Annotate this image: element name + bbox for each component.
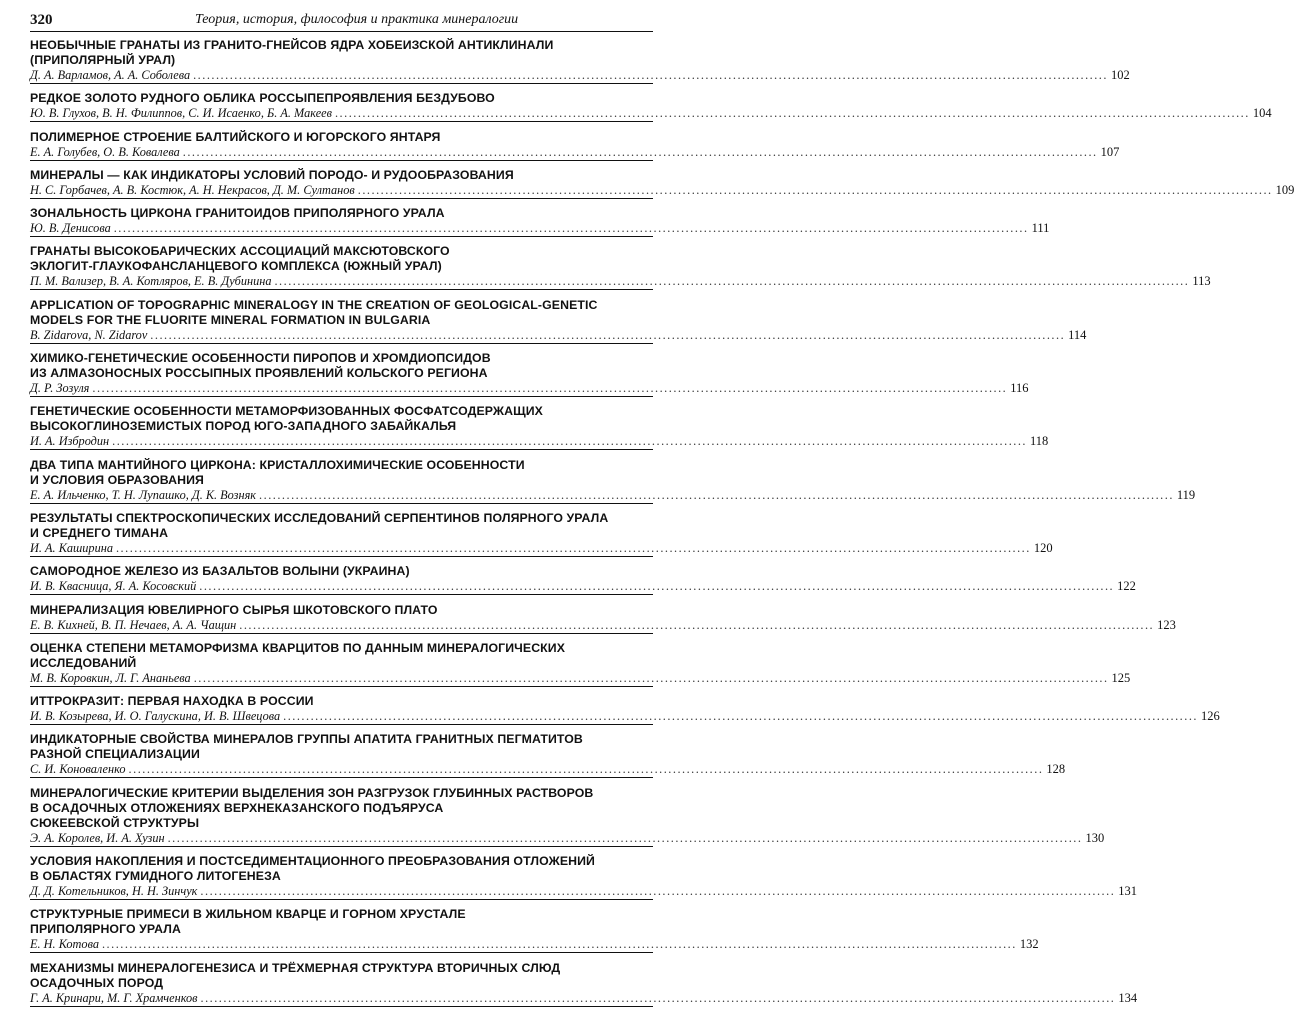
entry-author-row (30, 487, 1196, 504)
dot-leader: ........................................................................................................................................................................................................ (193, 670, 1109, 685)
dot-leader: ........................................................................................................................................................................................................ (334, 106, 1250, 121)
entry-title-line: И УСЛОВИЯ ОБРАЗОВАНИЯ (30, 472, 204, 487)
entry-title (30, 91, 653, 106)
dot-leader: ........................................................................................................................................................................................................ (199, 579, 1115, 594)
entry-page-number: 131 (1118, 884, 1138, 899)
dot-leader: ........................................................................................................................................................................................................ (357, 182, 1273, 197)
entry-title (30, 907, 653, 937)
toc-entry (30, 297, 1087, 344)
dot-leader: ........................................................................................................................................................................................................ (259, 487, 1174, 502)
entry-title-line: ПРИПОЛЯРНОГО УРАЛА (30, 922, 181, 937)
entry-authors: Э. А. Королев, И. А. Хузин (30, 830, 165, 845)
dot-leader: ........................................................................................................................................................................................................ (92, 381, 1008, 396)
entry-page-number: 130 (1085, 830, 1105, 845)
entry-authors: Е. Н. Котова (30, 937, 99, 952)
toc-entry (30, 206, 1050, 237)
entry-page-number: 113 (1192, 274, 1211, 289)
entry-authors: Д. Р. Зозуля (30, 381, 90, 396)
entry-title-line: РАЗНОЙ СПЕЦИАЛИЗАЦИИ (30, 747, 200, 762)
dot-leader: ........................................................................................................................................................................................................ (167, 830, 1083, 845)
entry-title (30, 511, 653, 541)
entry-title-line: РЕДКОЕ ЗОЛОТО РУДНОГО ОБЛИКА РОССЫПЕПРОЯВЛЕНИЯ БЕЗДУБОВО (30, 91, 495, 106)
entry-authors: Е. А. Ильченко, Т. Н. Лупашко, Д. К. Возняк (30, 487, 257, 502)
entry-author-row (30, 182, 1294, 199)
table-of-contents (30, 38, 1294, 1014)
entry-title-line: ОЦЕНКА СТЕПЕНИ МЕТАМОРФИЗМА КВАРЦИТОВ ПО ДАННЫМ МИНЕРАЛОГИЧЕСКИХ (30, 640, 566, 655)
entry-title (30, 458, 653, 488)
toc-entry (30, 457, 1196, 504)
entry-author-row (30, 540, 1053, 557)
toc-entry (30, 351, 1029, 397)
entry-page-number: 134 (1118, 990, 1138, 1005)
entry-title-line: ПОЛИМЕРНОЕ СТРОЕНИЕ БАЛТИЙСКОГО И ЮГОРСКОГО ЯНТАРЯ (30, 129, 441, 144)
entry-page-number: 116 (1010, 381, 1029, 396)
dot-leader: ........................................................................................................................................................................................................ (239, 617, 1155, 632)
entry-title-line: APPLICATION OF TOPOGRAPHIC MINERALOGY IN THE CREATION OF GEOLOGICAL-GENETIC (30, 297, 598, 312)
dot-leader: ........................................................................................................................................................................................................ (128, 762, 1044, 777)
entry-author-row (30, 762, 1066, 778)
entry-page-number: 114 (1068, 327, 1087, 342)
entry-authors: Е. А. Голубев, О. В. Ковалева (30, 144, 180, 159)
entry-title (30, 786, 653, 831)
entry-author-row (30, 990, 1138, 1007)
entry-title (30, 694, 653, 709)
entry-authors: B. Zidarova, N. Zidarov (30, 327, 148, 342)
entry-title (30, 351, 653, 381)
entry-page-number: 132 (1019, 937, 1039, 952)
dot-leader: ........................................................................................................................................................................................................ (112, 434, 1027, 449)
toc-entry (30, 854, 1138, 900)
entry-page-number: 119 (1176, 487, 1196, 502)
entry-title-line: ЭКЛОГИТ-ГЛАУКОФАНСЛАНЦЕВОГО КОМПЛЕКСА (ЮЖНЫЙ УРАЛ) (30, 259, 442, 274)
dot-leader: ........................................................................................................................................................................................................ (115, 540, 1031, 555)
entry-title-line: ВЫСОКОГЛИНОЗЕМИСТЫХ ПОРОД ЮГО-ЗАПАДНОГО ЗАБАЙКАЛЬЯ (30, 419, 457, 434)
entry-authors: Д. А. Варламов, А. А. Соболева (30, 68, 191, 82)
entry-author-row (30, 144, 1120, 161)
entry-author-row (30, 579, 1136, 595)
entry-authors: И. В. Козырева, И. О. Галускина, И. В. Швецова (30, 709, 281, 724)
entry-title-line: ЗОНАЛЬНОСТЬ ЦИРКОНА ГРАНИТОИДОВ ПРИПОЛЯРНОГО УРАЛА (30, 206, 445, 221)
entry-title-line: МЕХАНИЗМЫ МИНЕРАЛОГЕНЕЗИСА И ТРЁХМЕРНАЯ СТРУКТУРА ВТОРИЧНЫХ СЛЮД (30, 960, 561, 975)
entry-title-line: ГРАНАТЫ ВЫСОКОБАРИЧЕСКИХ АССОЦИАЦИЙ МАКСЮТОВСКОГО (30, 244, 450, 259)
toc-entry (30, 602, 1176, 634)
entry-title-line: САМОРОДНОЕ ЖЕЛЕЗО ИЗ БАЗАЛЬТОВ ВОЛЫНИ (УКРАИНА) (30, 564, 410, 579)
entry-authors: Ю. В. Глухов, В. Н. Филиппов, С. И. Исаенко, Б. А. Макеев (30, 106, 332, 121)
entry-authors: М. В. Коровкин, Л. Г. Ананьева (30, 670, 191, 685)
entry-title (30, 732, 653, 762)
entry-title (30, 603, 653, 618)
header-rule (30, 31, 653, 32)
entry-author-row (30, 830, 1105, 847)
entry-title-line: ИТТРОКРАЗИТ: ПЕРВАЯ НАХОДКА В РОССИИ (30, 694, 314, 709)
entry-title-line: СТРУКТУРНЫЕ ПРИМЕСИ В ЖИЛЬНОМ КВАРЦЕ И ГОРНОМ ХРУСТАЛЕ (30, 907, 466, 922)
entry-author-row (30, 709, 1220, 725)
toc-entry (30, 38, 1130, 84)
entry-title (30, 130, 653, 145)
entry-authors: П. М. Вализер, В. А. Котляров, Е. В. Дубинина (30, 274, 272, 289)
entry-authors: Е. В. Кихней, В. П. Нечаев, А. А. Чащин (30, 617, 237, 632)
entry-author-row (30, 327, 1087, 344)
page-header (30, 8, 653, 32)
entry-author-row (30, 381, 1029, 397)
entry-author-row (30, 106, 1272, 122)
entry-page-number: 104 (1252, 106, 1272, 121)
toc-entry (30, 510, 1053, 557)
entry-page-number: 125 (1111, 670, 1131, 685)
entry-authors: И. А. Каширина (30, 540, 113, 555)
toc-entry (30, 129, 1120, 161)
entry-authors: И. А. Избродин (30, 434, 110, 449)
entry-author-row (30, 434, 1049, 450)
toc-entry (30, 732, 1066, 778)
dot-leader: ........................................................................................................................................................................................................ (101, 937, 1017, 952)
toc-entry (30, 640, 1131, 687)
entry-page-number: 128 (1046, 762, 1066, 777)
entry-page-number: 102 (1110, 68, 1130, 82)
entry-page-number: 118 (1030, 434, 1049, 449)
toc-entry (30, 167, 1294, 199)
entry-title (30, 244, 653, 274)
entry-title (30, 38, 653, 68)
toc-entry (30, 907, 1039, 953)
toc-entry (30, 404, 1049, 450)
entry-title-line: ИССЛЕДОВАНИЙ (30, 655, 137, 670)
entry-title-line: В ОБЛАСТЯХ ГУМИДНОГО ЛИТОГЕНЕЗА (30, 869, 281, 884)
toc-entry (30, 960, 1138, 1007)
entry-authors: Д. Д. Котельников, Н. Н. Зинчук (30, 884, 198, 899)
entry-title (30, 564, 653, 579)
entry-authors: С. И. Коноваленко (30, 762, 126, 777)
entry-page-number: 120 (1033, 540, 1053, 555)
entry-title (30, 854, 653, 884)
entry-page-number: 122 (1117, 579, 1136, 594)
page-number: 320 (30, 12, 53, 28)
toc-entry (30, 694, 1220, 725)
entry-authors: Н. С. Горбачев, А. В. Костюк, А. Н. Некрасов, Д. М. Султанов (30, 182, 355, 197)
toc-entry (30, 785, 1105, 847)
dot-leader: ........................................................................................................................................................................................................ (150, 327, 1066, 342)
entry-title-line: (ПРИПОЛЯРНЫЙ УРАЛ) (30, 53, 176, 67)
entry-title-line: РЕЗУЛЬТАТЫ СПЕКТРОСКОПИЧЕСКИХ ИССЛЕДОВАНИЙ СЕРПЕНТИНОВ ПОЛЯРНОГО УРАЛА (30, 510, 609, 525)
dot-leader: ........................................................................................................................................................................................................ (200, 884, 1116, 899)
entry-title-line: МИНЕРАЛЫ — КАК ИНДИКАТОРЫ УСЛОВИЙ ПОРОДО- И РУДООБРАЗОВАНИЯ (30, 167, 514, 182)
entry-author-row (30, 274, 1211, 290)
entry-title-line: СЮКЕЕВСКОЙ СТРУКТУРЫ (30, 815, 200, 830)
entry-title (30, 641, 653, 671)
entry-authors: Г. А. Кринари, М. Г. Храмченков (30, 990, 198, 1005)
entry-page-number: 109 (1275, 182, 1294, 197)
entry-title (30, 298, 653, 328)
entry-authors: Ю. В. Денисова (30, 221, 111, 236)
dot-leader: ........................................................................................................................................................................................................ (200, 990, 1116, 1005)
entry-title-line: ИНДИКАТОРНЫЕ СВОЙСТВА МИНЕРАЛОВ ГРУППЫ АПАТИТА ГРАНИТНЫХ ПЕГМАТИТОВ (30, 732, 583, 747)
entry-author-row (30, 670, 1131, 687)
entry-page-number: 107 (1100, 144, 1120, 159)
entry-title (30, 168, 653, 183)
dot-leader: ........................................................................................................................................................................................................ (283, 709, 1198, 724)
entry-title-line: ИЗ АЛМАЗОНОСНЫХ РОССЫПНЫХ ПРОЯВЛЕНИЙ КОЛЬСКОГО РЕГИОНА (30, 366, 488, 381)
entry-author-row (30, 221, 1050, 237)
entry-author-row (30, 937, 1039, 953)
entry-title-line: НЕОБЫЧНЫЕ ГРАНАТЫ ИЗ ГРАНИТО-ГНЕЙСОВ ЯДРА ХОБЕИЗСКОЙ АНТИКЛИНАЛИ (30, 38, 554, 52)
entry-title-line: В ОСАДОЧНЫХ ОТЛОЖЕНИЯХ ВЕРХНЕКАЗАНСКОГО ПОДЪЯРУСА (30, 800, 444, 815)
entry-title-line: И СРЕДНЕГО ТИМАНА (30, 525, 169, 540)
dot-leader: ........................................................................................................................................................................................................ (113, 221, 1029, 236)
entry-title-line: ГЕНЕТИЧЕСКИЕ ОСОБЕННОСТИ МЕТАМОРФИЗОВАННЫХ ФОСФАТСОДЕРЖАЩИХ (30, 404, 543, 419)
entry-title-line: MODELS FOR THE FLUORITE MINERAL FORMATION IN BULGARIA (30, 312, 431, 327)
entry-title-line: ДВА ТИПА МАНТИЙНОГО ЦИРКОНА: КРИСТАЛЛОХИМИЧЕСКИЕ ОСОБЕННОСТИ (30, 457, 525, 472)
entry-author-row (30, 617, 1176, 634)
entry-page-number: 126 (1200, 709, 1220, 724)
entry-title-line: МИНЕРАЛИЗАЦИЯ ЮВЕЛИРНОГО СЫРЬЯ ШКОТОВСКОГО ПЛАТО (30, 602, 438, 617)
entry-author-row (30, 884, 1138, 900)
toc-entry (30, 244, 1211, 290)
entry-author-row (30, 68, 1130, 84)
entry-title-line: УСЛОВИЯ НАКОПЛЕНИЯ И ПОСТСЕДИМЕНТАЦИОННОГО ПРЕОБРАЗОВАНИЯ ОТЛОЖЕНИЙ (30, 854, 595, 869)
entry-title (30, 961, 653, 991)
entry-title-line: ХИМИКО-ГЕНЕТИЧЕСКИЕ ОСОБЕННОСТИ ПИРОПОВ И ХРОМДИОПСИДОВ (30, 351, 491, 366)
entry-title (30, 404, 653, 434)
dot-leader: ........................................................................................................................................................................................................ (182, 144, 1098, 159)
entry-authors: И. В. Квасница, Я. А. Косовский (30, 579, 197, 594)
entry-page-number: 123 (1157, 617, 1176, 632)
running-title: Теория, история, философия и практика минералогии (195, 12, 519, 27)
entry-page-number: 111 (1031, 221, 1050, 236)
toc-entry (30, 91, 1272, 122)
entry-title-line: МИНЕРАЛОГИЧЕСКИЕ КРИТЕРИИ ВЫДЕЛЕНИЯ ЗОН РАЗГРУЗОК ГЛУБИННЫХ РАСТВОРОВ (30, 785, 594, 800)
entry-title-line: ОСАДОЧНЫХ ПОРОД (30, 975, 164, 990)
toc-entry (30, 564, 1136, 595)
entry-title (30, 206, 653, 221)
dot-leader: ........................................................................................................................................................................................................ (274, 274, 1190, 289)
dot-leader: ........................................................................................................................................................................................................ (193, 68, 1108, 82)
